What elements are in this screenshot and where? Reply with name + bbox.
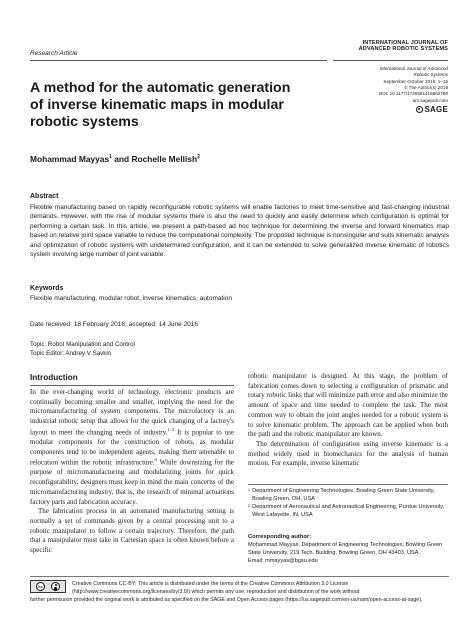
journal-name-header [328, 40, 448, 53]
article-dates: Date received: 18 February 2016; accepted: 14 June 2016 [30, 321, 199, 328]
meta-journal-line-1: International Journal of Advanced [379, 66, 448, 71]
title-line-1: A method for the automatic generation [30, 80, 291, 96]
affiliation-number: 1 [248, 488, 251, 492]
intro-paragraph-2: The fabrication process in an automated manufacturing setting is normally a set of commands given by a central processing unit to a robotic manipulator to follow a certain trajectory. Therefore, the path that a manipulator must take in Cartesian space is often known before a specific [30, 507, 234, 555]
affiliation-text: Department of Engineering Technologies, Bowling Green State University, Bowling Green, OH, USA [252, 488, 435, 502]
publisher-name: SAGE [424, 105, 448, 114]
affiliation-divider [248, 484, 448, 485]
body-column-left [30, 388, 234, 556]
title-line-2: of inverse kinematic maps in modular [30, 96, 284, 113]
license-text-2: further permission provided the original work is attributed as specified on the SAGE and Open Access pages (https://us.sagepub.com/en-us/nam/open-access-at-sage). [30, 597, 423, 603]
author-list [30, 154, 200, 164]
corresponding-author-email[interactable]: Email: mmayyas@bgsu.edu [248, 557, 318, 564]
header-divider-right [333, 60, 448, 61]
affiliations [248, 488, 448, 520]
intro-paragraph-1 [30, 388, 234, 507]
topic-line: Topic: Robot Manipulation and Control [30, 341, 135, 348]
abstract-text: Flexible manufacturing based on rapidly reconfigurable robotic systems will enable factories to meet time-sensitive and fast-changing industrial demands. However, with the rise of modular systems there is also the need to quickly and easily determine which configuration is optimal for performing a certain task. In this article, we present a path-based ad hoc technique for determining the inverse and forward kinematics map based on relative joint space variable to reduce the computational complexity. The proposed technique is nonsingular and suits kinematic analysis and optimization of robotic systems with undetermined configuration, and it can be extended to solve generalized inverse kinematic of robotics system involving large number of joint variable. [30, 204, 449, 259]
keywords-heading: Keywords [30, 285, 64, 292]
abstract-heading: Abstract [30, 193, 59, 200]
introduction-heading: Introduction [30, 373, 78, 382]
body-column-right [248, 372, 448, 469]
journal-name-line-1: INTERNATIONAL JOURNAL OF [362, 40, 448, 46]
cc-icon: cc [36, 582, 45, 591]
license-text-1: Creative Commons CC-BY: This article is distributed under the terms of the Creative Commons Attribution 3.0 License (http://www.creativecommons.org/licenses/by/3.0/) which permits any use, reproduction and distribution of the work without [72, 581, 360, 595]
sage-logo-icon [416, 106, 423, 113]
citation-ref[interactable]: 4 [154, 457, 157, 463]
author-connector: and [111, 154, 132, 164]
meta-site[interactable]: arx.sagepub.com [412, 97, 448, 103]
corresponding-author-address: Mohammad Mayyas, Department of Engineering Technologies, Bowling Green State University, 219 Tech. Building, Bowling Green, OH 43403, USA. [248, 542, 443, 556]
author-2: Rochelle Mellish [131, 154, 198, 164]
license-divider [30, 576, 449, 577]
article-type-label: Research Article [30, 50, 78, 57]
intro-p1-text-b: It is popular to use modular components for the construction of robots, as modular components tend to be independent agents, making them amenable to relocation within the robotic infrastructure. [30, 428, 234, 467]
intro-paragraph-4: The determination of configuration using inverse kinematic is a method widely used in biomechanics for the analysis of human motion. For example, inverse kinematic [248, 440, 448, 468]
citation-ref[interactable]: 1–3 [167, 426, 175, 432]
affiliation-text: Department of Aeronautical and Astronautical Engineering, Purdue University, West Lafayette, IN, USA [252, 503, 445, 518]
affiliation-item [248, 488, 448, 504]
topic-block [30, 340, 135, 359]
affiliation-item [248, 504, 448, 520]
meta-doi[interactable]: DOI: 10.1177/1729881416662790 [378, 91, 448, 97]
meta-copyright: © The Author(s) 2016 [404, 84, 448, 90]
introduction-divider [30, 385, 234, 386]
meta-issue: September-October 2016: 1–15 [383, 78, 448, 84]
publisher-logo [416, 105, 448, 114]
journal-name-line-2: ADVANCED ROBOTIC SYSTEMS [358, 46, 448, 53]
intro-p1-text-a: In the ever-changing world of technology, electronic products are continually becoming smaller and smaller, implying the need for the micromanufacturing of system components. The microfactory is an industrial robotic setup that allows for the quick changing of a factory's layout to meet the changing needs of industry. [30, 388, 234, 437]
keywords-text: Flexible manufacturing, modular robot, inverse kinematics, automation [30, 295, 232, 302]
intro-paragraph-3: robotic manipulator is designed. At this stage, the problem of fabrication comes down to selecting a configuration of prismatic and rotary robotic links that will minimize path error and also minimize the amount of space and time needed to complete the task. The most common way to obtain the joint angles needed for a robotic system is to solve kinematic problem. The approach can be applied when both the path and the robotic manipulator are known. [248, 372, 448, 439]
meta-journal-line-2: Robotic Systems [413, 72, 448, 78]
article-title [30, 80, 330, 131]
author-1-affiliation: 1 [109, 154, 112, 161]
intro-p1-text-c: While downsizing for the purpose of micromanufacturing and modularizing joints for quick reconfigurability, designers must keep in mind the main concerns of the micromanufacturing industry, that is, the research of minimal actuations factory parts and fabrication accuracy. [30, 458, 234, 506]
cc-by-badge[interactable] [30, 580, 66, 593]
topic-editor-line: Topic Editor: Andrey V Savkin [30, 350, 112, 358]
attribution-icon [51, 582, 60, 591]
author-1: Mohammad Mayyas [30, 154, 110, 164]
title-line-3: robotic systems [30, 113, 139, 130]
author-2-affiliation: 2 [197, 154, 200, 161]
affiliation-number: 2 [248, 503, 251, 508]
article-meta [328, 66, 448, 104]
corresponding-author-heading: Corresponding author: [248, 534, 312, 540]
header-divider-left [30, 60, 327, 61]
corresponding-author-details [248, 542, 448, 566]
